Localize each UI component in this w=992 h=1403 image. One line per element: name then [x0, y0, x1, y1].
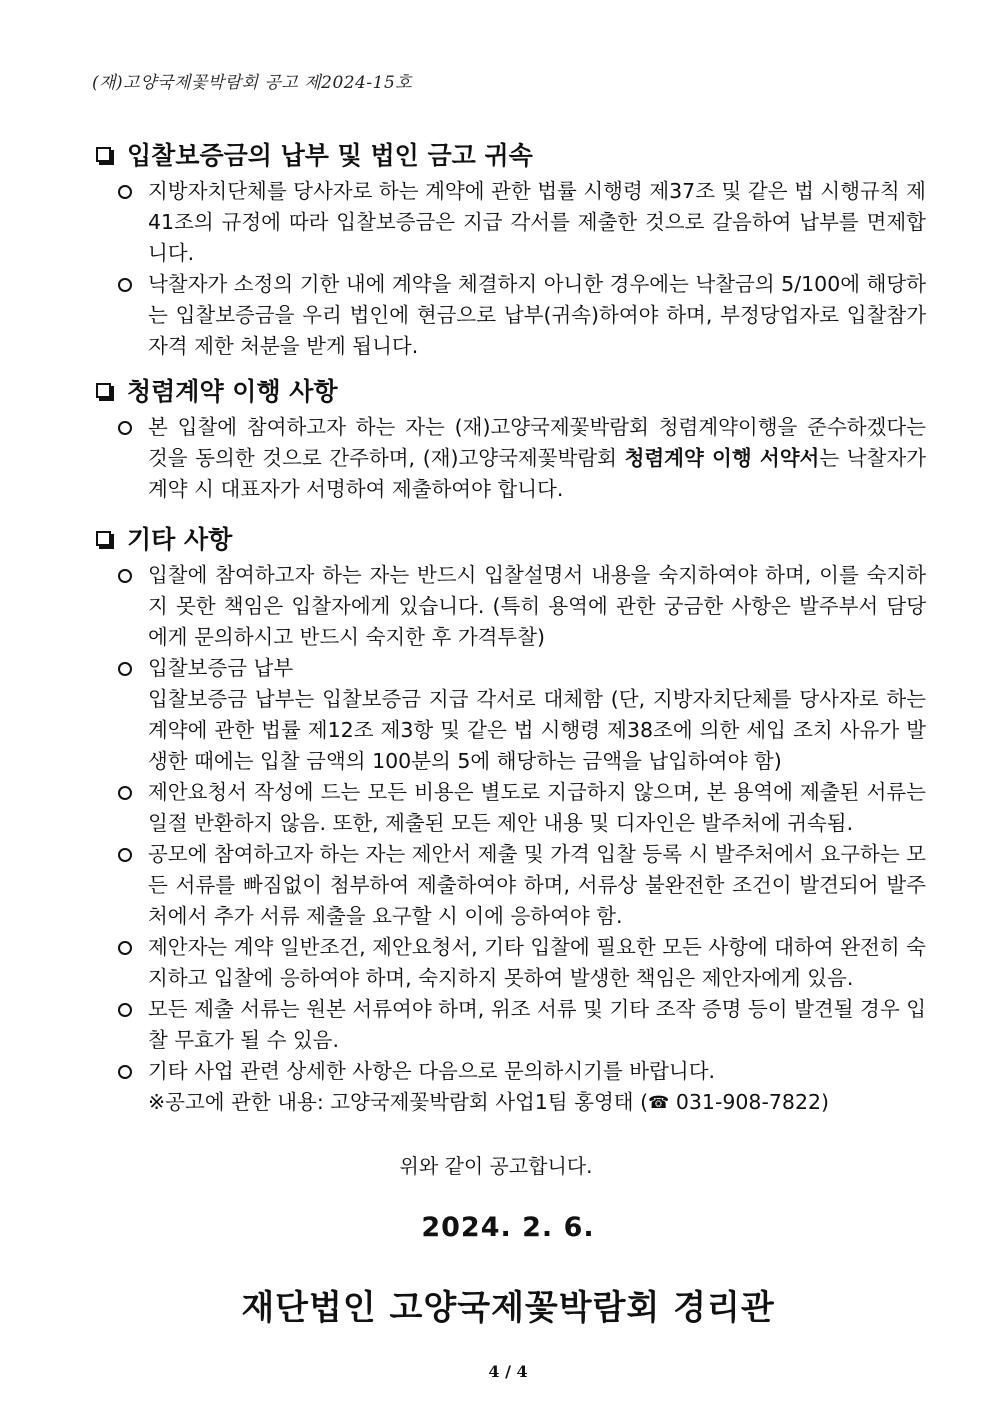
contact-line: ※공고에 관한 내용: 고양국제꽃박람회 사업1팀 홍영태 (☎ 031-908-7822): [148, 1087, 926, 1119]
list-item: [96, 560, 926, 653]
circle-bullet-icon: [118, 1065, 132, 1079]
item-text: 지방자치단체를 당사자로 하는 계약에 관한 법률 시행령 제37조 및 같은 법 시행규칙 제41조의 규정에 따라 입찰보증금은 지급 각서를 제출한 것으로 갈음하여 납부를 면제합니다.: [148, 179, 926, 265]
item-text: 입찰에 참여하고자 하는 자는 반드시 입찰설명서 내용을 숙지하여야 하며, 이를 숙지하지 못한 책임은 입찰자에게 있습니다. (특히 용역에 관한 궁금한 사항은 발주부서 담당에게 문의하시고 반드시 숙지한 후 가격투찰): [148, 563, 926, 649]
item-text: 제안요청서 작성에 드는 모든 비용은 별도로 지급하지 않으며, 본 용역에 제출된 서류는 일절 반환하지 않음. 또한, 제출된 모든 제안 내용 및 디자인은 발주처에 귀속됨.: [148, 780, 926, 835]
closing-statement: 위와 같이 공고합니다.: [399, 1154, 593, 1178]
integrity-pledge-emphasis: 청렴계약 이행 서약서: [624, 446, 820, 470]
list-item: [96, 932, 926, 994]
list-item: [96, 653, 926, 777]
section-title: [96, 522, 926, 554]
contact-phone: 031-908-7822: [675, 1090, 822, 1114]
item-title: 입찰보증금 납부: [148, 656, 294, 680]
list-item: [96, 839, 926, 932]
checkbox-square-icon: [96, 147, 111, 162]
circle-bullet-icon: [118, 1003, 132, 1017]
circle-bullet-icon: [118, 786, 132, 800]
item-text: 모든 제출 서류는 원본 서류여야 하며, 위조 서류 및 기타 조작 증명 등이 발견될 경우 입찰 무효가 될 수 있음.: [148, 997, 926, 1052]
section-other: [96, 522, 926, 1119]
circle-bullet-icon: [118, 848, 132, 862]
section-integrity: [96, 374, 926, 505]
list-item: [96, 412, 926, 505]
section-title-text: 입찰보증금의 납부 및 법인 금고 귀속: [127, 141, 533, 170]
circle-bullet-icon: [118, 662, 132, 676]
item-text: 공모에 참여하고자 하는 자는 제안서 제출 및 가격 입찰 등록 시 발주처에서 요구하는 모든 서류를 빠짐없이 첨부하여 제출하여야 하며, 서류상 불완전한 조건이 발견되어 발주처에서 추가 서류 제출을 요구할 시 이에 응하여야 함.: [148, 842, 926, 928]
list-item: [96, 1056, 926, 1119]
item-text: 낙찰자가 소정의 기한 내에 계약을 체결하지 아니한 경우에는 낙찰금의 5/100에 해당하는 입찰보증금을 우리 법인에 현금으로 납부(귀속)하여야 하며, 부정당업자로 입찰참가자격 제한 처분을 받게 됩니다.: [148, 272, 926, 358]
checkbox-square-icon: [96, 383, 111, 398]
circle-bullet-icon: [118, 278, 132, 292]
circle-bullet-icon: [118, 421, 132, 435]
section-title: [96, 374, 926, 406]
page-number: 4 / 4: [488, 1362, 528, 1381]
circle-bullet-icon: [118, 569, 132, 583]
item-text: 입찰보증금 납부는 입찰보증금 지급 각서로 대체함 (단, 지방자치단체를 당사자로 하는 계약에 관한 법률 제12조 제3항 및 같은 법 시행령 제38조에 의한 세입 조치 사유가 발생한 때에는 입찰 금액의 100분의 5에 해당하는 금액을 납입하여야 함): [148, 687, 926, 773]
item-text: 기타 사업 관련 상세한 사항은 다음으로 문의하시기를 바랍니다.: [148, 1059, 716, 1083]
list-item: [96, 269, 926, 362]
list-item: [96, 176, 926, 269]
section-deposit: [96, 138, 926, 362]
section-title-text: 기타 사항: [127, 525, 233, 554]
organization-name: 재단법인 고양국제꽃박람회 경리관: [241, 1288, 775, 1328]
list-item: [96, 777, 926, 839]
notice-date: 2024. 2. 6.: [421, 1212, 595, 1243]
notice-number: (재)고양국제꽃박람회 공고 제2024-15호: [92, 73, 413, 93]
section-title-text: 청렴계약 이행 사항: [127, 377, 338, 406]
checkbox-square-icon: [96, 531, 111, 546]
circle-bullet-icon: [118, 185, 132, 199]
circle-bullet-icon: [118, 941, 132, 955]
list-item: [96, 994, 926, 1056]
section-title: [96, 138, 926, 170]
item-text: 제안자는 계약 일반조건, 제안요청서, 기타 입찰에 필요한 모든 사항에 대하여 완전히 숙지하고 입찰에 응하여야 하며, 숙지하지 못하여 발생한 책임은 제안자에게 있음.: [148, 935, 926, 990]
telephone-icon: ☎: [648, 1093, 670, 1113]
item-text: 본 입찰에 참여하고자 하는 자는 (재)고양국제꽃박람회 청렴계약이행을 준수하겠다는 것을 동의한 것으로 간주하며, (재)고양국제꽃박람회 청렴계약 이행 서약서는 낙찰자가 계약 시 대표자가 서명하여 제출하여야 합니다.: [148, 415, 926, 501]
